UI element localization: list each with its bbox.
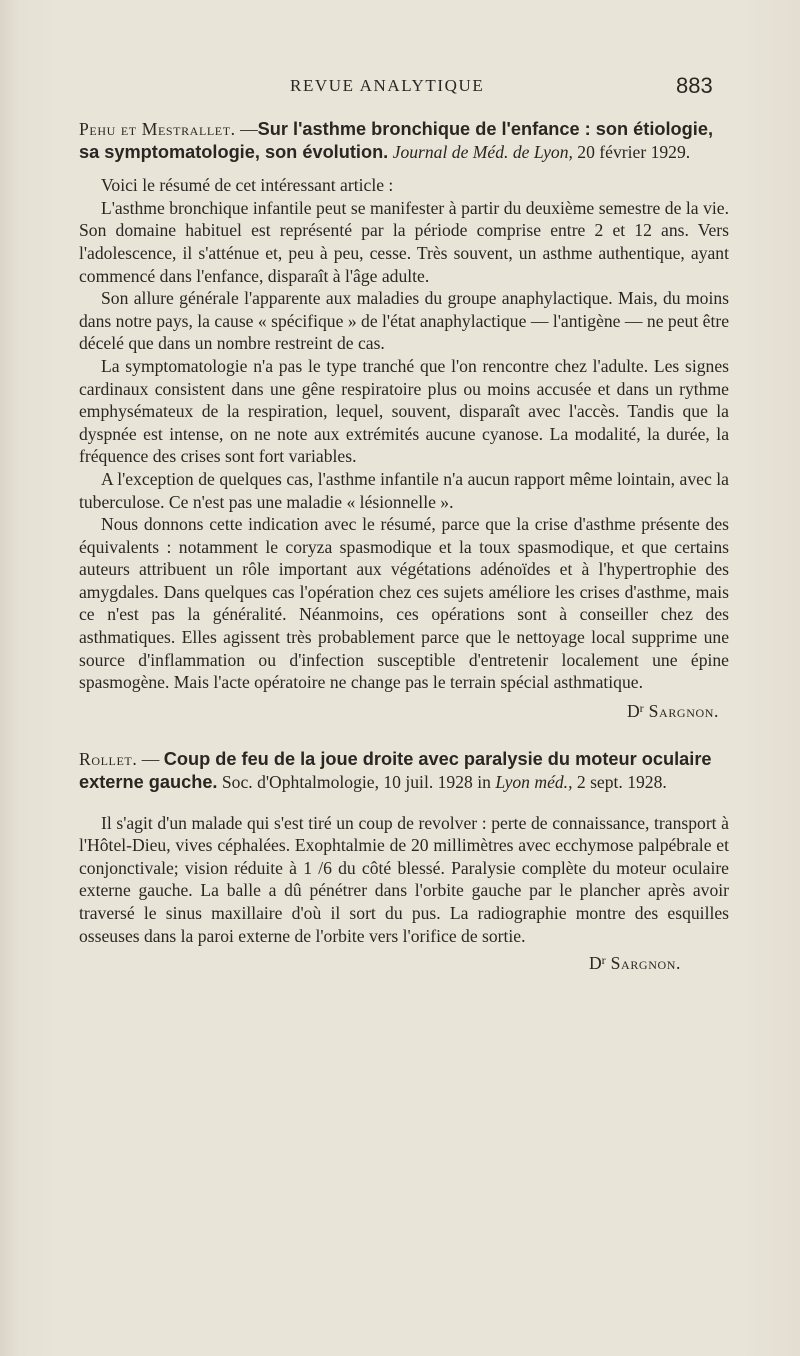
- page-number: 883: [676, 73, 713, 98]
- review-date: 2 sept. 1928.: [572, 772, 667, 793]
- review-citation: Soc. d'Ophtalmologie, 10 juil. 1928 in: [217, 772, 496, 793]
- review-title: Coup de feu de la joue droite avec paralysie du moteur oculaire externe gauche.: [79, 749, 712, 793]
- review-dash: —: [137, 749, 164, 770]
- page-header: [0, 73, 800, 100]
- review-journal: Journal de Méd. de Lyon,: [392, 141, 573, 162]
- review-reference: [79, 748, 729, 793]
- review-authors: Rollet.: [79, 749, 138, 770]
- paragraph: Son allure générale l'apparente aux maladies du groupe anaphylactique. Mais, du moins dans notre pays, la cause « spécifique » de l'état anaphylactique — l'antigène — ne peut être décelé que dans un nombre restreint de cas.: [79, 288, 729, 354]
- signature-name: Sargnon.: [643, 700, 719, 721]
- paragraph: Nous donnons cette indication avec le résumé, parce que la crise d'asthme présente des équivalents : notamment le coryza spasmodique et la toux spasmodique, et que certains auteurs attribuent un rôle important aux végétations adénoïdes et à l'hypertrophie des amygdales. Dans quelques cas l'opération chez ces sujets améliore les crises d'asthme, mais ce n'est pas la généralité. Néanmoins, ces opérations sont à conseiller chez des asthmatiques. Elles agissent très probablement parce que le nettoyage local supprime une source d'inflammation ou d'infection susceptible d'entretenir localement une épine spasmogène. Mais l'acte opératoire ne change pas le terrain spécial asthmatique.: [79, 514, 729, 693]
- paragraph: Il s'agit d'un malade qui s'est tiré un coup de revolver : perte de connaissance, transport à l'Hôtel-Dieu, vives céphalées. Exophtalmie de 20 millimètres avec ecchymose palpébrale et conjonctivale; vision réduite à 1 /6 du côté blessé. Paralysie complète du moteur oculaire externe gauche. La balle a dû pénétrer dans l'orbite gauche par le plancher après avoir traversé le sinus maxillaire d'où il sort du pus. La radiographie montre des esquilles osseuses dans la paroi externe de l'orbite vers l'orifice de sortie.: [79, 812, 729, 946]
- text-column: [79, 118, 729, 975]
- signature-dr-sup: r: [601, 953, 606, 968]
- review-body: [79, 812, 729, 948]
- paragraph: La symptomatologie n'a pas le type tranché que l'on rencontre chez l'adulte. Les signes cardinaux consistent dans une gêne respiratoire plus ou moins accusée et dans un rythme emphysémateux de la respiration, lequel, souvent, disparaît avec l'accès. Tandis que la dyspnée est intense, on ne note aux extrémités aucune cyanose. La modalité, la durée, la fréquence des crises sont fort variables.: [79, 355, 729, 467]
- signature-dr: D: [626, 700, 640, 721]
- review-rollet: [79, 748, 729, 974]
- paragraph: L'asthme bronchique infantile peut se manifester à partir du deuxième semestre de la vie. Son domaine habituel est représenté par la période comprise entre 2 et 12 ans. Vers l'adolescence, il s'atténue et, peu à peu, cesse. Très souvent, un asthme authentique, ayant commencé dans l'enfance, disparaît à l'âge adulte.: [79, 197, 729, 286]
- signature-dr-sup: r: [639, 700, 644, 715]
- review-date: 20 février 1929.: [572, 141, 691, 162]
- review-body: [79, 174, 729, 694]
- review-journal: Lyon méd.,: [495, 772, 573, 793]
- review-reference: [79, 118, 729, 163]
- review-signature: [79, 949, 729, 975]
- review-authors: Pehu et Mestrallet.: [79, 119, 236, 139]
- paragraph: A l'exception de quelques cas, l'asthme infantile n'a aucun rapport même lointain, avec la tuberculose. Ce n'est pas une maladie « lésionnelle ».: [79, 468, 729, 512]
- running-title: REVUE ANALYTIQUE: [290, 76, 485, 95]
- paragraph: Voici le résumé de cet intéressant article :: [101, 175, 394, 196]
- section-gap: [79, 722, 729, 748]
- review-dash: —: [235, 119, 258, 139]
- review-pehu-mestrallet: [79, 118, 729, 722]
- signature-dr: D: [588, 953, 602, 974]
- review-title: Sur l'asthme bronchique de l'enfance : son étiologie, sa symptomatologie, son évolution.: [79, 119, 713, 162]
- review-signature: [79, 697, 729, 723]
- signature-name: Sargnon.: [605, 953, 681, 974]
